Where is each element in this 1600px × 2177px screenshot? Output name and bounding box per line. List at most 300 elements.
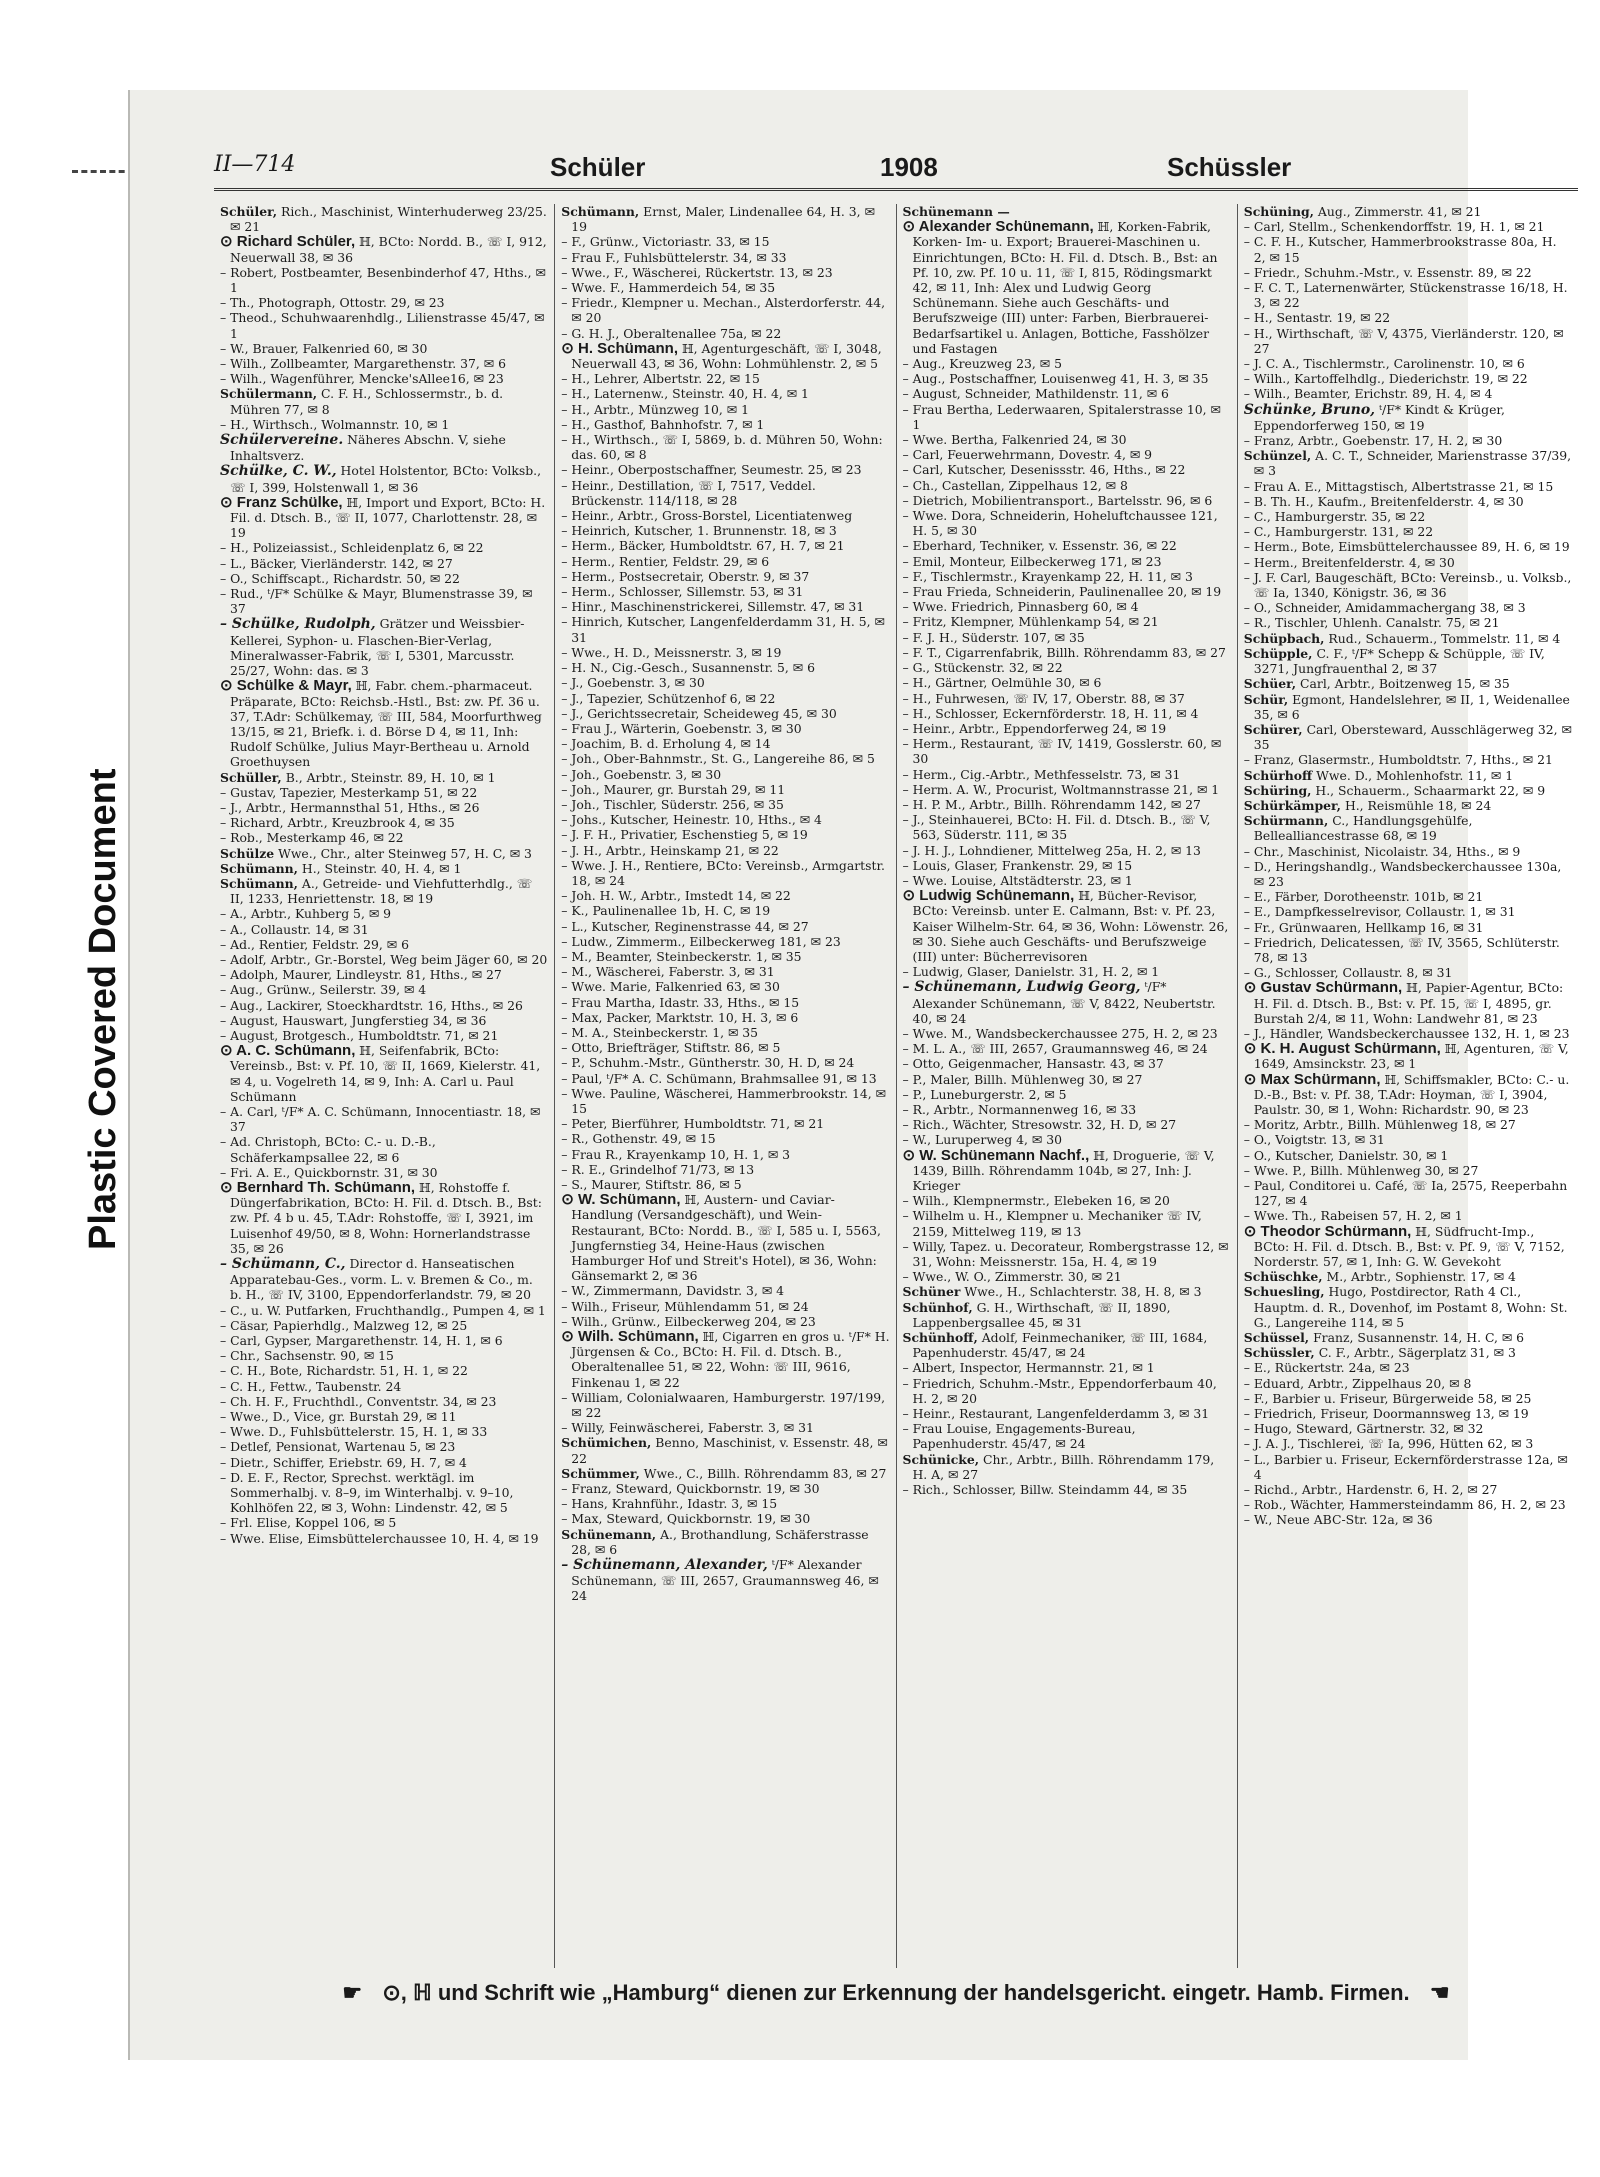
entry-details: – Heinrich, Kutscher, 1. Brunnenstr. 18, ✉ 3 [561,523,837,539]
entry-details: – H., Gärtner, Oelmühle 30, ✉ 6 [902,675,1102,691]
directory-entry [903,706,1231,721]
entry-details: – Ludwig, Glaser, Danielstr. 31, H. 2, ✉ 1 [902,964,1160,980]
directory-entry [561,843,889,858]
entry-details: – Detlef, Pensionat, Wartenau 5, ✉ 23 [220,1439,456,1455]
entry-details: – W., Luruperweg 4, ✉ 30 [902,1132,1062,1148]
entry-details: – G., Stückenstr. 32, ✉ 22 [902,660,1063,676]
directory-entry [1244,965,1572,980]
entry-name: Schür, [1243,691,1289,707]
entry-name: ⊙ Franz Schülke, [220,493,343,511]
entry-details: – Frau R., Krayenkamp 10, H. 1, ✉ 3 [561,1146,791,1162]
entry-details: ℍ, Korken-Fabrik, Korken- Im- u. Export; Brauerei-Maschinen u. Einrichtungen, BCto: H. Fil. d. Dtsch. B., Bst: an Pf. 10, zw. Pf. 10 u. 11, ☏ I, 815, Rödingsmarkt 42, ✉ 11, Inh: Alex und Ludwig Georg Schünemann. Siehe auch Geschäfts- und Berufszweige (III) unter: Farben, Bierbrauerei-Bedarfsartikel u. Anlagen, Bottiche, Fasshölzer und Fastagen [912,219,1218,356]
directory-entry [1244,1041,1572,1071]
directory-entry [1244,980,1572,1026]
entry-details: ℍ, Papier-Agentur, BCto: H. Fil. d. Dtsch. B., Bst: v. Pf. 15, ☏ I, 4895, gr. Burstah 2/4, ✉ 11, Wohn: Landwehr 81, ✉ 23 [1253,980,1564,1026]
entry-details: – P., Maler, Billh. Mühlenweg 30, ✉ 27 [902,1071,1143,1087]
header-right-word: Schüssler [1167,152,1292,182]
directory-entry [220,1013,548,1028]
entry-details: Wwe., C., Billh. Röhrendamm 83, ✉ 27 [639,1465,887,1481]
entry-name: Schümmer, [561,1465,640,1481]
entry-details: H., Schauerm., Schaarmarkt 22, ✉ 9 [1311,782,1546,798]
directory-entry [903,462,1231,477]
entry-name: Schünke, Bruno, [1243,401,1376,418]
entry-name: Schüring, [1243,782,1312,798]
directory-entry [561,1496,889,1511]
directory-entry [903,1406,1231,1421]
directory-entry [1244,920,1572,935]
entry-details: – Paul, Conditorei u. Café, ☏ Ia, 2575, Reeperbahn 127, ✉ 4 [1243,1178,1568,1209]
directory-entry [561,250,889,265]
entry-details: – August, Schneider, Mathildenstr. 11, ✉ 6 [902,386,1169,402]
entry-details: – Otto, Geigenmacher, Hansastr. 43, ✉ 37 [902,1056,1164,1072]
directory-entry [1244,479,1572,494]
entry-details: Egmont, Handelslehrer, ✉ II, 1, Weidenallee 35, ✉ 6 [1253,691,1570,722]
directory-entry [220,1104,548,1134]
entry-details: Director d. Hanseatischen Apparatebau-Ges., vorm. L. v. Bremen & Co., m. b. H., ☏ IV, 3100, Eppendorferlandstr. 79, ✉ 20 [230,1256,533,1303]
entry-details: – H. N., Cig.-Gesch., Susannenstr. 5, ✉ 6 [561,660,815,676]
entry-details: – Dietr., Schiffer, Eriebstr. 69, H. 7, ✉ 4 [220,1454,467,1470]
directory-entry [220,952,548,967]
entry-name: ⊙ Gustav Schürmann, [1243,979,1403,997]
directory-entry [561,1420,889,1435]
side-label-plastic: Plastic Covered Document [82,768,124,1250]
entry-details: – Heinr., Restaurant, Langenfelderdamm 3, ✉ 31 [902,1406,1210,1422]
entry-details: – Hinrich, Kutscher, Langenfelderdamm 31, H. 5, ✉ 31 [561,614,885,645]
directory-entry [903,1284,1231,1299]
directory-entry [1244,1269,1572,1284]
entry-details: H., Reismühle 18, ✉ 24 [1341,797,1492,813]
directory-entry [1244,783,1572,798]
entry-details: – Louis, Glaser, Frankenstr. 29, ✉ 15 [902,857,1133,873]
entry-details: – H., Lehrer, Albertstr. 22, ✉ 15 [561,371,760,387]
entry-details: – F., Tischlermstr., Krayenkamp 22, H. 11, ✉ 3 [902,568,1193,584]
entry-name: Schünzel, [1243,448,1312,464]
entry-name: Schülze [220,845,275,861]
entry-details: – Rud., ᵗ/F* Schülke & Mayr, Blumenstrasse 39, ✉ 37 [220,586,533,617]
directory-entry [1244,1148,1572,1163]
entry-name: Schümann, [220,860,298,876]
directory-entry [903,371,1231,386]
directory-entry [1244,844,1572,859]
entry-details: – F., Barbier u. Friseur, Bürgerweide 58, ✉ 25 [1243,1390,1532,1406]
directory-entry [561,234,889,249]
directory-entry [1244,1208,1572,1223]
directory-entry [1244,752,1572,767]
entry-details: – Wwe., F., Wäscherei, Rückertstr. 13, ✉ 23 [561,264,833,280]
entry-details: – C. H., Fettw., Taubenstr. 24 [220,1378,402,1394]
directory-entry [561,660,889,675]
entry-name: Schümann, [561,204,640,219]
entry-details: – Eduard, Arbtr., Zippelhaus 20, ✉ 8 [1243,1375,1472,1391]
directory-entry [561,1390,889,1420]
entry-name: Schülke, C. W., [220,463,337,480]
directory-entry [220,1043,548,1104]
directory-entry [561,402,889,417]
directory-entry [1244,1224,1572,1270]
entry-details: – L., Barbier u. Friseur, Eckernförderstrasse 12a, ✉ 4 [1243,1451,1568,1482]
entry-name: Schülermann, [220,386,318,402]
entry-name: Schüssler, [1243,1345,1315,1361]
directory-entry [903,1421,1231,1451]
entry-details: C. F., Arbtr., Sägerplatz 31, ✉ 3 [1314,1345,1516,1361]
entry-details: – Wwe., D., Vice, gr. Burstah 29, ✉ 11 [220,1409,457,1425]
entry-details: – Ad., Rentier, Feldstr. 29, ✉ 6 [220,936,409,952]
entry-details: – J. A. J., Tischlerei, ☏ Ia, 996, Hütten 62, ✉ 3 [1243,1436,1534,1452]
directory-entry [1244,1421,1572,1436]
directory-entry [220,495,548,541]
directory-entry [903,1148,1231,1194]
directory-entry [220,1303,548,1318]
directory-entry [220,1318,548,1333]
directory-entry [220,1134,548,1164]
directory-entry [903,386,1231,401]
entry-details: – M., Beamter, Steinbeckerstr. 1, ✉ 35 [561,948,802,964]
entry-details: – J. F. H., Privatier, Eschenstieg 5, ✉ 19 [561,827,808,843]
entry-details: – Richard, Arbtr., Kreuzbrook 4, ✉ 35 [220,815,455,831]
directory-entry [220,922,548,937]
entry-details: – H., Wirthsch., Wolmannstr. 10, ✉ 1 [220,416,450,432]
directory-entry [1244,433,1572,448]
directory-entry [903,767,1231,782]
entry-details: – Rob., Mesterkamp 46, ✉ 22 [220,830,404,846]
entry-details: – Wwe. Th., Rabeisen 57, H. 2, ✉ 1 [1243,1208,1463,1224]
entry-name: ⊙ Max Schürmann, [1243,1070,1381,1088]
entry-details: – H., Wirthsch., ☏ I, 5869, b. d. Mühren 50, Wohn: das. 60, ✉ 8 [561,432,883,463]
directory-entry [561,751,889,766]
entry-details: – H., Polizeiassist., Schleidenplatz 6, ✉ 22 [220,540,484,556]
entry-details: – Richd., Arbtr., Hardenstr. 6, H. 2, ✉ 27 [1243,1482,1498,1498]
directory-entry [561,371,889,386]
entry-details: – O., Kutscher, Danielstr. 30, ✉ 1 [1243,1147,1449,1163]
directory-entry [903,508,1231,538]
directory-entry [220,1424,548,1439]
directory-entry [561,508,889,523]
entry-name: Schünhoff, [902,1330,978,1346]
directory-entry [1244,1026,1572,1041]
entry-details: – Friedr., Klempner u. Mechan., Alsterdorferstr. 44, ✉ 20 [561,295,886,326]
entry-details: – O., Schiffscapt., Richardstr. 50, ✉ 22 [220,570,460,586]
entry-details: – R., Tischler, Uhlenh. Canalstr. 75, ✉ 21 [1243,615,1500,631]
directory-column-3 [896,204,1237,1968]
entry-details: – Emil, Monteur, Eilbeckerweg 171, ✉ 23 [902,553,1162,569]
entry-name: Schürer, [1243,721,1303,737]
entry-details: – Aug., Lackirer, Stoeckhardtstr. 16, Hths., ✉ 26 [220,997,523,1013]
directory-entry [220,1455,548,1470]
entry-details: – Franz, Steward, Quickbornstr. 19, ✉ 30 [561,1481,820,1497]
entry-details: – Friedrich, Friseur, Doormannsweg 13, ✉ 19 [1243,1406,1529,1422]
pointing-hand-icon-right: ☚ [1429,1980,1450,2005]
directory-entry [220,998,548,1013]
directory-entry [1244,1436,1572,1451]
directory-entry [220,1531,548,1546]
entry-name: Schürkämper, [1243,797,1341,813]
directory-entry [903,1452,1231,1482]
entry-details: – Max, Packer, Marktstr. 10, H. 3, ✉ 6 [561,1009,799,1025]
entry-details: – G. H. J., Oberaltenallee 75a, ✉ 22 [561,325,782,341]
directory-entry [1244,448,1572,478]
directory-entry [561,1071,889,1086]
entry-name: Schüssel, [1243,1330,1310,1346]
entry-details: Ernst, Maler, Lindenallee 64, H. 3, ✉ 19 [571,204,875,235]
directory-entry [561,827,889,842]
entry-details: – Willy, Tapez. u. Decorateur, Rombergstrasse 12, ✉ 31, Wohn: Meissnerstr. 15a, H. 4, ✉ 19 [902,1238,1229,1270]
directory-entry [1244,265,1572,280]
entry-details: – Wilhelm u. H., Klempner u. Mechaniker ☏ IV, 2159, Mittelweg 119, ✉ 13 [902,1208,1202,1239]
directory-entry [220,341,548,356]
directory-entry [903,660,1231,675]
entry-details: – Joh., Maurer, gr. Burstah 29, ✉ 11 [561,781,786,797]
entry-details: ℍ, Bücher-Revisor, BCto: Vereinsb. unter E. Calmann, Bst: v. Pf. 23, Kaiser Wilhelm-Str. 64, ✉ 36, Wohn: Löwenstr. 26, ✉ 30. Siehe auch Geschäfts- und Berufszweige (III) unter: Bücherrevisoren [912,888,1229,964]
entry-details: – Johs., Kutscher, Heinestr. 10, Hths., ✉ 4 [561,812,822,828]
entry-details: – Adolf, Arbtr., Gr.-Borstel, Weg beim Jäger 60, ✉ 20 [220,951,548,967]
entry-details: ℍ, Droguerie, ☏ V, 1439, Billh. Röhrendamm 104b, ✉ 27, Inh: J. Krieger [912,1147,1215,1193]
entry-details: – L., Kutscher, Reginenstrasse 44, ✉ 27 [561,918,809,934]
directory-entry [903,888,1231,964]
entry-name: Schümichen, [561,1435,652,1451]
entry-details: – P., Luneburgerstr. 2, ✉ 5 [902,1086,1067,1102]
directory-entry [903,584,1231,599]
directory-entry [220,417,548,432]
entry-details: – Wilh., Beamter, Erichstr. 89, H. 4, ✉ 4 [1243,386,1493,402]
directory-entry [220,1028,548,1043]
directory-entry [561,1010,889,1025]
entry-details: – K., Paulinenallee 1b, H. C, ✉ 19 [561,903,771,919]
directory-entry [1244,889,1572,904]
directory-entry [220,1363,548,1378]
directory-entry [903,204,1231,219]
directory-entry [561,736,889,751]
entry-details: – Wwe. P., Billh. Mühlenweg 30, ✉ 27 [1243,1162,1479,1178]
entry-details: ℍ, Rohstoffe f. Düngerfabrikation, BCto: H. Fil. d. Dtsch. B., Bst: zw. Pf. 4 b u. 45, T.Adr: Rohstoffe, ☏ I, 3921, im Luisenhof 49/50, ✉ 8, Wohn: Hornerlandstrasse 35, ✉ 26 [230,1180,542,1256]
entry-details: – Franz, Arbtr., Goebenstr. 17, H. 2, ✉ 30 [1243,433,1503,449]
entry-details: – F. C. T., Laternenwärter, Stückenstrasse 16/18, H. 3, ✉ 22 [1243,280,1568,311]
directory-entry [220,982,548,997]
directory-entry [903,554,1231,569]
entry-details: M., Arbtr., Sophienstr. 17, ✉ 4 [1322,1269,1516,1285]
directory-entry [561,569,889,584]
entry-details: – Otto, Briefträger, Stiftstr. 86, ✉ 5 [561,1040,781,1056]
directory-entry [561,614,889,644]
directory-entry [1244,859,1572,889]
entry-name: Schünemann, [561,1526,657,1542]
directory-column-2 [554,204,895,1968]
entry-details: – Herm., Bäcker, Humboldtstr. 67, H. 7, ✉ 21 [561,538,845,554]
entry-name: ⊙ H. Schümann, [561,339,678,357]
directory-entry [220,1439,548,1454]
directory-entry [561,1025,889,1040]
directory-entry [1244,326,1572,356]
page-footer [214,1980,1578,2006]
scanned-page [128,90,1572,2060]
entry-name: – Schünemann, Alexander, [561,1557,768,1574]
entry-details: – C., Hamburgerstr. 131, ✉ 22 [1243,524,1434,540]
entry-details: – Wwe. J. H., Rentiere, BCto: Vereinsb., Armgartstr. 18, ✉ 24 [561,857,885,888]
directory-entry [561,1131,889,1146]
directory-entry [903,1269,1231,1284]
entry-details: – Herm. A. W., Procurist, Woltmannstrasse 21, ✉ 1 [902,781,1220,797]
entry-details: ℍ, Schiffsmakler, BCto: C.- u. D.-B., Bst: v. Pf. 38, T.Adr: Hoyman, ☏ I, 3904, Paulstr. 30, ✉ 1, Wohn: Richardstr. 90, ✉ 23 [1253,1071,1570,1117]
directory-entry [220,1333,548,1348]
entry-name: Schüpbach, [1243,630,1325,646]
entry-details: – G., Schlosser, Collaustr. 8, ✉ 31 [1243,965,1453,981]
entry-details: – Ad. Christoph, BCto: C.- u. D.-B., Schäferkampsallee 22, ✉ 6 [220,1134,436,1165]
directory-entry [1244,219,1572,234]
entry-details: C. F. H., Schlossermstr., b. d. Mühren 77, ✉ 8 [230,386,504,417]
directory-entry [903,645,1231,660]
entry-details: – Heinr., Oberpostschaffner, Seumestr. 25, ✉ 23 [561,462,862,478]
entry-name: Schünhof, [902,1299,973,1315]
entry-details: – Wwe. Pauline, Wäscherei, Hammerbrookstr. 14, ✉ 15 [561,1085,886,1116]
entry-details: – F. J. H., Süderstr. 107, ✉ 35 [902,629,1085,645]
directory-entry [1244,356,1572,371]
directory-entry [220,1165,548,1180]
directory-entry [1244,768,1572,783]
directory-entry [1244,204,1572,219]
directory-entry [903,1193,1231,1208]
entry-details: – Frau Frieda, Schneiderin, Paulinenallee 20, ✉ 19 [902,584,1222,600]
entry-name: – Schümann, C., [220,1256,346,1273]
directory-entry [1244,676,1572,691]
entry-details: – Theod., Schuhwaarenhdlg., Lilienstrasse 45/47, ✉ 1 [220,310,545,341]
directory-column-1 [214,204,554,1968]
entry-details: – Wilh., Zollbeamter, Margarethenstr. 37, ✉ 6 [220,356,506,372]
entry-details: Grätzer und Weissbier-Kellerei, Syphon- u. Flaschen-Bier-Verlag, Mineralwasser-Fabrik, ☏ I, 5301, Marcusstr. 25/27, Wohn: das. ✉ 3 [230,616,525,679]
directory-entry [220,1470,548,1516]
entry-details: – Hans, Krahnführ., Idastr. 3, ✉ 15 [561,1496,778,1512]
directory-entry [903,1376,1231,1406]
entry-details: – Robert, Postbeamter, Besenbinderhof 47, Hths., ✉ 1 [220,264,546,296]
entry-details: – Paul, ᵗ/F* A. C. Schümann, Brahmsallee 91, ✉ 13 [561,1070,877,1086]
entry-details: – R., Gothenstr. 49, ✉ 15 [561,1131,716,1147]
entry-details: – Herm., Postsecretair, Oberstr. 9, ✉ 37 [561,568,810,584]
entry-details: – B. Th. H., Kaufm., Breitenfelderstr. 4, ✉ 30 [1243,493,1524,509]
entry-details: – Carl, Feuerwehrmann, Dovestr. 4, ✉ 9 [902,447,1153,463]
entry-details: – Joh., Goebenstr. 3, ✉ 30 [561,766,722,782]
directory-columns [214,204,1578,1968]
entry-details: – Aug., Grünw., Seilerstr. 39, ✉ 4 [220,982,427,998]
entry-details: A., Brothandlung, Schäferstrasse 28, ✉ 6 [571,1526,869,1557]
entry-details: – H., Schlosser, Eckernförderstr. 18, H. 11, ✉ 4 [902,705,1199,721]
entry-details: Hugo, Postdirector, Rath 4 Cl., Hauptm. d. R., Dovenhof, im Postamt 8, Wohn: St. G., Langereihe 114, ✉ 5 [1253,1284,1568,1330]
directory-entry [1244,1391,1572,1406]
directory-entry [561,1147,889,1162]
directory-entry [220,1256,548,1303]
directory-entry [561,554,889,569]
directory-entry [1244,1360,1572,1375]
entry-details: – Moritz, Arbtr., Billh. Mühlenweg 18, ✉ 27 [1243,1117,1516,1133]
directory-entry [561,888,889,903]
entry-details: – Wwe. Dora, Schneiderin, Hoheluftchaussee 121, H. 5, ✉ 30 [902,508,1218,539]
directory-entry [220,861,548,876]
directory-entry [220,846,548,861]
directory-entry [561,949,889,964]
entry-details: A. C. T., Schneider, Marienstrasse 37/39, ✉ 3 [1253,448,1572,479]
directory-entry [903,675,1231,690]
directory-entry [561,858,889,888]
entry-details: – Friedrich, Delicatessen, ☏ IV, 3565, Schlüterstr. 78, ✉ 13 [1243,934,1560,965]
footer-text: ⊙, ℍ und Schrift wie „Hamburg“ dienen zur Erkennung der handelsgericht. eingetr. Hamb. Firmen. [382,1980,1410,2005]
entry-details: – J., Gerichtssecretair, Scheideweg 45, ✉ 30 [561,705,837,721]
directory-entry [1244,600,1572,615]
entry-details: – William, Colonialwaaren, Hamburgerstr. 197/199, ✉ 22 [561,1389,886,1421]
directory-entry [1244,570,1572,600]
entry-name: ⊙ Bernhard Th. Schümann, [220,1179,416,1196]
directory-entry [903,630,1231,645]
entry-details: – Heinr., Arbtr., Gross-Borstel, Licentiatenweg [561,508,853,524]
entry-details: – Rob., Wächter, Hammersteindamm 86, H. 2, ✉ 23 [1243,1497,1566,1513]
directory-entry [561,538,889,553]
entry-details: ℍ, Import und Export, BCto: H. Fil. d. Dtsch. B., ☏ II, 1077, Charlottenstr. 28, ✉ 19 [230,494,546,541]
entry-details: – Friedrich, Schuhm.-Mstr., Eppendorferbaum 40, H. 2, ✉ 20 [902,1375,1217,1406]
directory-entry [561,767,889,782]
directory-entry [1244,631,1572,646]
entry-details: – Max, Steward, Quickbornstr. 19, ✉ 30 [561,1511,811,1527]
entry-details: – H., Fuhrwesen, ☏ IV, 17, Oberstr. 88, ✉ 37 [902,690,1185,706]
entry-details: – Carl, Kutscher, Desenissstr. 46, Hths., ✉ 22 [902,462,1186,478]
entry-details: – Wwe. Elise, Eimsbüttelerchaussee 10, H. 4, ✉ 19 [220,1530,539,1546]
directory-entry [561,1162,889,1177]
entry-details: – Herm., Bote, Eimsbüttelerchaussee 89, H. 6, ✉ 19 [1243,539,1570,555]
entry-details: – Fri. A. E., Quickbornstr. 31, ✉ 30 [220,1164,438,1180]
directory-entry [1244,615,1572,630]
directory-entry [1244,1072,1572,1118]
entry-details: ℍ, Fabr. chem.-pharmaceut. Präparate, BCto: Reichsb.-Hstl., Bst: zw. Pf. 36 u. 37, T.Adr: Schülkemay, ☏ III, 584, Moorfurthweg 13/15, ✉ 21, Briefk. i. d. Börse D 4, ✉ 11, Inh: Rudolf Schülke, Julius Mayr-Bertheau u. Arnold Groethuysen [230,678,542,770]
directory-entry [1244,1512,1572,1527]
entry-details: Carl, Obersteward, Ausschlägerweg 32, ✉ 35 [1253,721,1572,753]
entry-name: ⊙ A. C. Schümann, [220,1042,356,1060]
entry-details: – A., Collaustr. 14, ✉ 31 [220,921,369,937]
entry-details: B., Arbtr., Steinstr. 89, H. 10, ✉ 1 [281,769,496,785]
directory-entry [903,1087,1231,1102]
directory-entry [220,1515,548,1530]
directory-entry [220,432,548,463]
entry-details: – F., Grünw., Victoriastr. 33, ✉ 15 [561,234,770,250]
directory-entry [903,812,1231,842]
entry-name: Schürhoff [1243,767,1313,783]
directory-entry [1244,371,1572,386]
directory-entry [561,478,889,508]
directory-entry [1244,402,1572,433]
directory-entry [220,1180,548,1256]
entry-details: ℍ, Agenturgeschäft, ☏ I, 3048, Neuerwall 43, ✉ 36, Wohn: Lohmühlenstr. 2, ✉ 5 [571,340,882,372]
directory-entry [220,310,548,340]
directory-entry [561,1086,889,1116]
entry-details: – Ch. H. F., Fruchthdl., Conventstr. 34, ✉ 23 [220,1393,497,1409]
entry-details: – O., Schneider, Amidammachergang 38, ✉ 3 [1243,600,1526,616]
entry-details: – D., Heringshandlg., Wandsbeckerchaussee 130a, ✉ 23 [1243,858,1562,889]
entry-details: – Wwe. F., Hammerdeich 54, ✉ 35 [561,280,776,296]
entry-details: – A., Arbtr., Kuhberg 5, ✉ 9 [220,906,392,922]
entry-details: – Fritz, Klempner, Mühlenkamp 54, ✉ 21 [902,614,1159,630]
directory-entry [1244,1497,1572,1512]
entry-details: – Frau J., Wärterin, Goebenstr. 3, ✉ 30 [561,720,802,736]
directory-entry [220,571,548,586]
entry-details: – August, Brotgesch., Humboldtstr. 71, ✉ 21 [220,1027,499,1043]
directory-entry [1244,509,1572,524]
directory-entry [1244,1345,1572,1360]
entry-details: – Frau Bertha, Lederwaaren, Spitalerstrasse 10, ✉ 1 [902,401,1221,432]
entry-name: ⊙ W. Schünemann Nachf., [902,1146,1090,1164]
entry-name: ⊙ K. H. August Schürmann, [1243,1040,1441,1058]
entry-details: – E., Rückertstr. 24a, ✉ 23 [1243,1360,1410,1376]
entry-details: – Herm., Breitenfelderstr. 4, ✉ 30 [1243,554,1455,570]
directory-entry [1244,1330,1572,1345]
directory-entry [561,386,889,401]
entry-details: – Joh., Tischler, Süderstr. 256, ✉ 35 [561,796,784,812]
entry-details: G. H., Wirthschaft, ☏ II, 1890, Lappenbergsallee 45, ✉ 31 [912,1299,1171,1330]
entry-details: – Joh., Ober-Bahnmstr., St. G., Langereihe 86, ✉ 5 [561,751,875,767]
entry-details: – J. C. A., Tischlermstr., Carolinenstr. 10, ✉ 6 [1243,356,1525,372]
